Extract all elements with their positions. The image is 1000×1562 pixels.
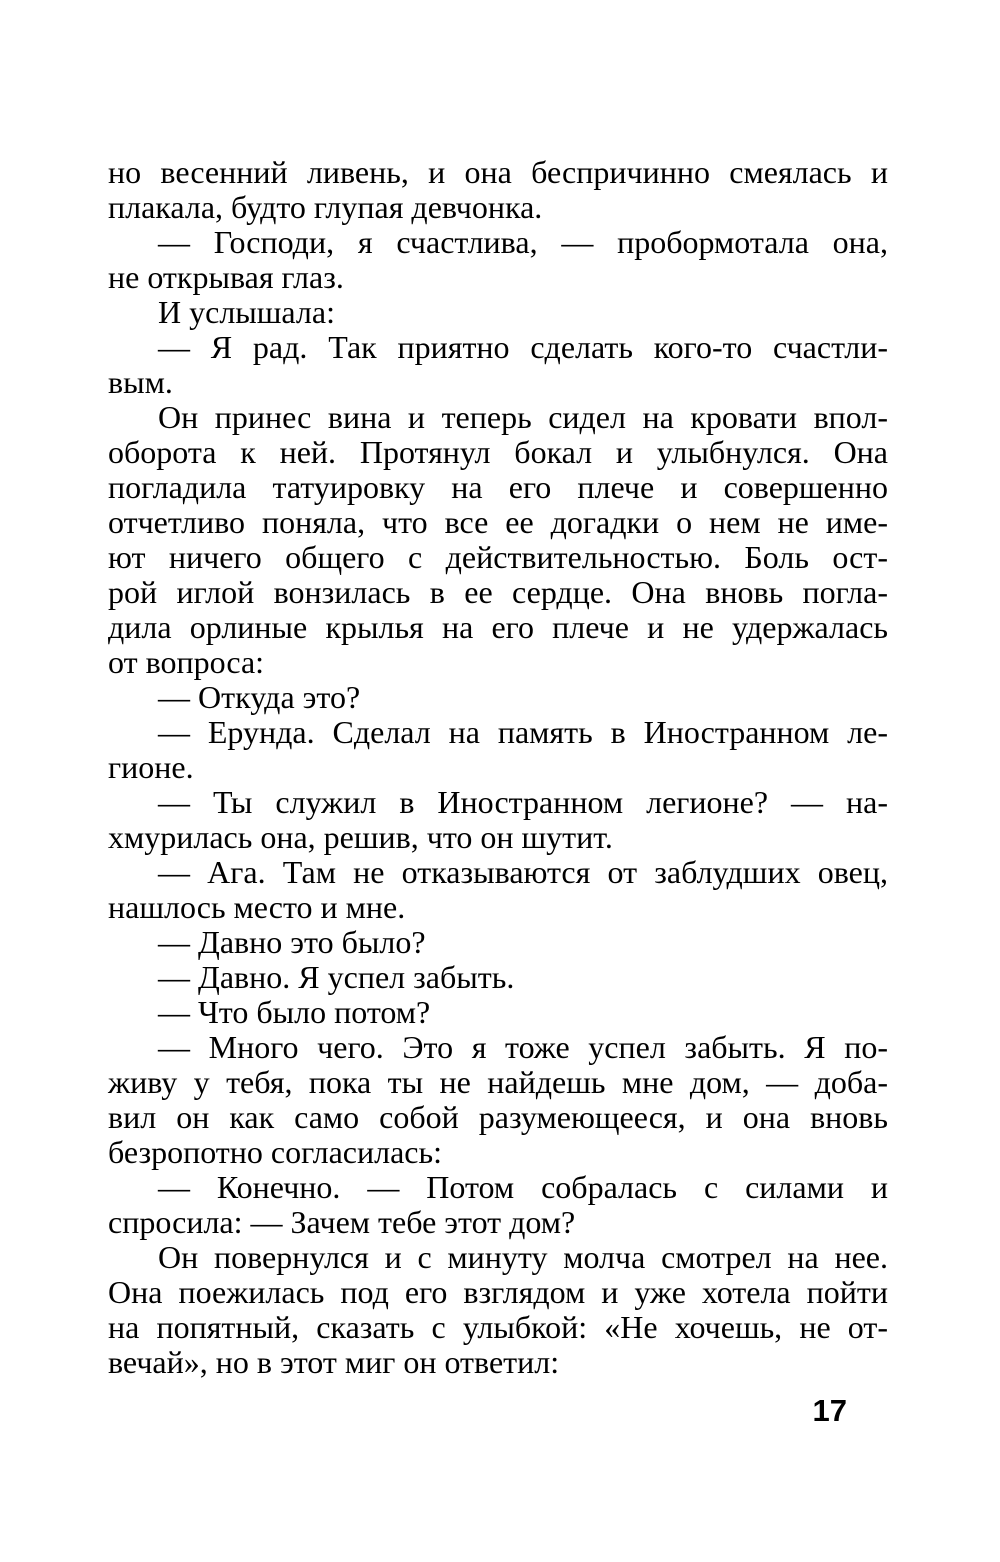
page-number: 17: [812, 1393, 847, 1428]
text-line: — Я рад. Так приятно сделать кого-то счастли-: [158, 329, 888, 365]
text-line: гионе.: [108, 749, 194, 785]
text-line: вым.: [108, 364, 173, 400]
text-line: дила орлиные крылья на его плече и не удержалась: [108, 609, 888, 645]
text-line: оборота к ней. Протянул бокал и улыбнулся. Она: [108, 434, 888, 470]
text-line: от вопроса:: [108, 644, 265, 680]
text-line: — Откуда это?: [158, 679, 361, 715]
text-line: живу у тебя, пока ты не найдешь мне дом, — доба-: [108, 1064, 888, 1100]
text-line: Он принес вина и теперь сидел на кровати впол-: [158, 399, 888, 435]
text-block: [108, 155, 888, 1380]
text-line: — Что было потом?: [158, 994, 431, 1030]
text-line: — Господи, я счастлива, — пробормотала она,: [158, 224, 888, 260]
text-line: — Ага. Там не отказываются от заблудших овец,: [158, 854, 888, 890]
text-line: вил он как само собой разумеющееся, и она вновь: [108, 1099, 888, 1135]
text-line: — Давно. Я успел забыть.: [158, 959, 515, 995]
text-line: на попятный, сказать с улыбкой: «Не хочешь, не от-: [108, 1309, 888, 1345]
text-line: — Ерунда. Сделал на память в Иностранном ле-: [158, 714, 888, 750]
text-line: безропотно согласилась:: [108, 1134, 442, 1170]
text-line: — Много чего. Это я тоже успел забыть. Я по-: [158, 1029, 888, 1065]
text-line: Она поежилась под его взглядом и уже хотела пойти: [108, 1274, 888, 1310]
text-line: спросила: — Зачем тебе этот дом?: [108, 1204, 576, 1240]
text-line: И услышала:: [158, 294, 335, 330]
text-line: вечай», но в этот миг он ответил:: [108, 1344, 560, 1380]
text-line: — Конечно. — Потом собралась с силами и: [158, 1169, 888, 1205]
text-line: ют ничего общего с действительностью. Боль ост-: [108, 539, 888, 575]
text-line: погладила татуировку на его плече и совершенно: [108, 469, 888, 505]
text-line: отчетливо поняла, что все ее догадки о нем не име-: [108, 504, 888, 540]
text-line: — Ты служил в Иностранном легионе? — на-: [158, 784, 888, 820]
text-line: — Давно это было?: [158, 924, 426, 960]
text-line: хмурилась она, решив, что он шутит.: [108, 819, 613, 855]
text-line: не открывая глаз.: [108, 259, 344, 295]
text-line: плакала, будто глупая девчонка.: [108, 189, 543, 225]
text-line: но весенний ливень, и она беспричинно смеялась и: [108, 154, 888, 190]
text-line: Он повернулся и с минуту молча смотрел на нее.: [158, 1239, 888, 1275]
text-line: нашлось место и мне.: [108, 889, 406, 925]
text-line: рой иглой вонзилась в ее сердце. Она вновь погла-: [108, 574, 888, 610]
